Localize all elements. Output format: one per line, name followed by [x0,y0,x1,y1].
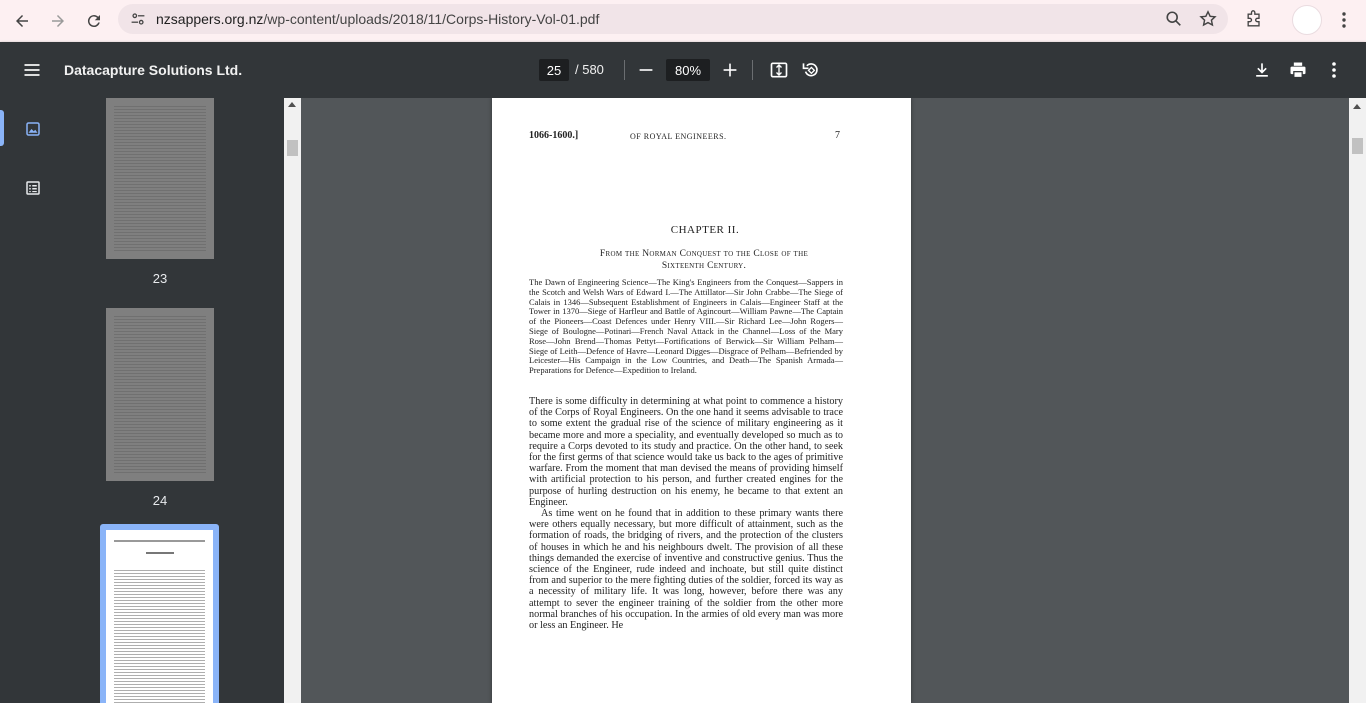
sidebar-scrollbar[interactable] [284,98,301,703]
reload-icon[interactable] [80,7,108,35]
body-text [529,396,843,631]
thumbnails-view-icon[interactable] [20,116,46,142]
active-indicator [0,110,4,146]
chapter-heading: CHAPTER II. [670,224,740,236]
zoom-out-icon[interactable] [635,58,657,82]
zoom-in-icon[interactable] [719,58,741,82]
document-title: Datacapture Solutions Ltd. [64,62,243,78]
address-bar[interactable] [118,4,1228,34]
url-path: /wp-content/uploads/2018/11/Corps-History-Vol-01.pdf [263,11,600,27]
thumbnail-page-24[interactable] [106,308,214,481]
running-head-left: 1066-1600.] [529,130,579,141]
more-options-icon[interactable] [1322,58,1346,82]
paragraph: There is some difficulty in determining at what point to commence a history of the Corps of Royal Engineers. On the one hand it seems advisable to trace to some extent the gradual rise of the science of military engineering as it became more and more a speciality, and eventually developed so much as to require a Corps devoted to its study and practice. On the other hand, to seek for the first germs of that science would take us back to the ages of primitive warfare. From the moment that man devised the means of providing himself with artificial protection to his person, and further created engines for the purpose of hurling destruction on his enemy, he became to that extent an Engineer. [529,396,843,508]
browser-menu-icon[interactable] [1334,8,1354,32]
hamburger-menu-icon[interactable] [20,58,44,82]
divider [752,60,753,80]
zoom-level-input[interactable]: 80% [666,59,710,81]
site-info-icon[interactable] [128,9,148,29]
print-icon[interactable] [1286,58,1310,82]
outline-view-icon[interactable] [20,175,46,201]
fit-to-page-icon[interactable] [767,58,791,82]
running-head-center: OF ROYAL ENGINEERS. [630,132,727,141]
zoom-lens-icon[interactable] [1164,9,1184,29]
thumbnail-page-25[interactable] [106,530,213,703]
pdf-page [492,98,911,703]
rotate-icon[interactable] [799,58,823,82]
page-total: / 580 [575,62,604,77]
url-text [156,11,599,27]
download-icon[interactable] [1250,58,1274,82]
pdf-toolbar [0,42,1366,98]
forward-icon[interactable] [44,7,72,35]
pdf-viewer [301,98,1349,703]
page-number-input[interactable]: 25 [539,59,569,81]
page-number: 7 [835,130,840,141]
bookmark-star-icon[interactable] [1198,9,1218,29]
chapter-title-line: From the Norman Conquest to the Close of the [599,249,809,259]
thumbnail-pane [66,98,284,703]
thumbnail-number: 23 [152,271,168,286]
divider [624,60,625,80]
thumbnail-page-23[interactable] [106,98,214,259]
viewer-scrollbar[interactable] [1349,98,1366,703]
chapter-title [529,248,879,272]
back-icon[interactable] [8,7,36,35]
thumbnail-number: 24 [152,493,168,508]
profile-avatar[interactable] [1292,5,1322,35]
chapter-synopsis: The Dawn of Engineering Science—The King's Engineers from the Conquest—Sappers in the Scotch and Welsh Wars of Edward I.—The Attillator—Sir John Crabbe—The Siege of Calais in 1346—Subsequent Establishment of Engineers in Calais—Engineer Staff at the Tower in 1370—Siege of Harfleur and Battle of Agincourt—William Pawne—The Captain of the Pioneers—Coast Defences under Henry VIII.—Sir Richard Lee—John Rogers—Siege of Boulogne—Potinari—French Naval Attack in the Channel—Loss of the Mary Rose—John Brend—Thomas Pettyt—Fortifications of Berwick—Sir William Pelham—Siege of Leith—Defence of Havre—Leonard Digges—Disgrace of Pelham—Befriended by Leicester—His Campaign in the Low Countries, and Death—The Spanish Armada—Preparations for Defence—Expedition to Ireland. [529,277,843,376]
extensions-icon[interactable] [1242,8,1266,32]
url-host: nzsappers.org.nz [156,11,264,27]
paragraph: As time went on he found that in addition to these primary wants there were others equally necessary, but more difficult of attainment, such as the formation of roads, the bridging of rivers, and the protection of the clusters of houses in which he and his neighbours dwelt. The provision of all these things demanded the exercise of inventive and constructive genius. Thus the science of the Engineer, rude indeed and inchoate, but still quite distinct from and superior to the mere fighting duties of the soldier, forced its way as a necessity of military life. It was long, however, before there was any attempt to sever the engineer training of the soldier from the other more normal branches of his occupation. In the armies of old every man was more or less an Engineer. He [529,508,843,632]
chapter-title-line: Sixteenth Century. [661,261,747,271]
sidebar-rail [0,98,66,703]
